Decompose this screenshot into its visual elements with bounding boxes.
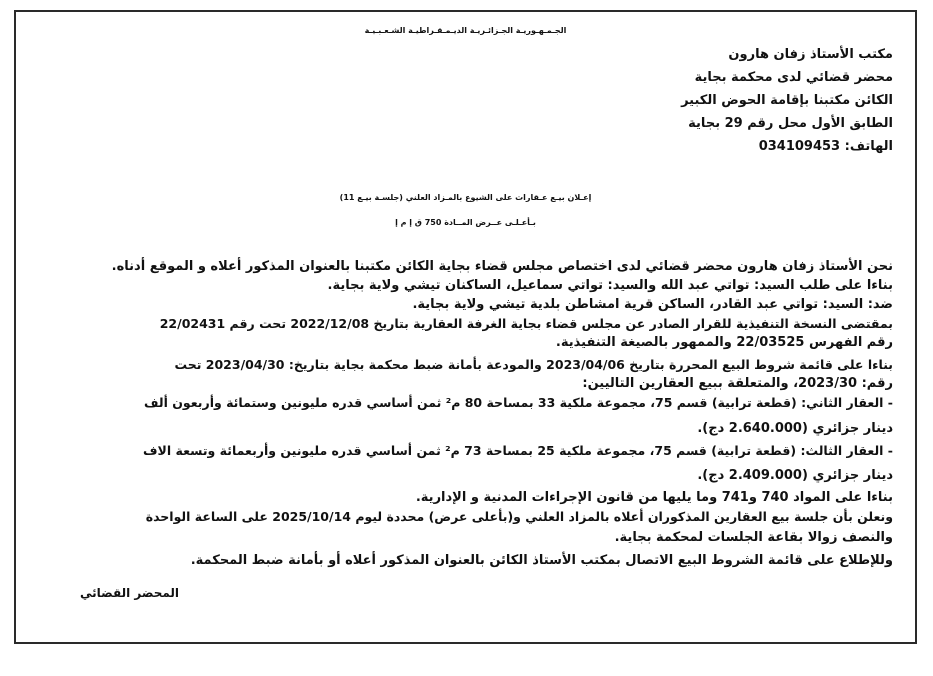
body-line: - العقار الثالث: (قطعة ترابية) قسم 75، مجموعة ملكية 25 بمساحة 73 م² ثمن أساسي قدره مليونين وأربعمائة وتسعة الاف xyxy=(143,443,893,458)
body-line: رقم الفهرس 22/03525 والممهور بالصيغة التنفيذية. xyxy=(555,335,893,350)
office-line-phone: الهاتف: 034109453 xyxy=(758,139,893,154)
republic-title: الجـمـهـوريـة الجـزائـريـة الديـمـقـراطيـة الشـعـبـيـة xyxy=(364,26,567,35)
office-line-address: الكائن مكتبنا بإقامة الحوض الكبير xyxy=(681,93,893,108)
body-line: - العقار الثاني: (قطعة ترابية) قسم 75، مجموعة ملكية 33 بمساحة 80 م² ثمن أساسي قدره مليونين وستمائة وأربعون ألف xyxy=(144,395,893,410)
body-line: ونعلن بأن جلسة بيع العقارين المذكوران أعلاه بالمزاد العلني و(بأعلى عرض) محددة ليوم 2025/10/14 على الساعة الواحدة xyxy=(145,509,893,524)
body-line: ضد: السيد: تواتي عبد القادر، الساكن قرية امشاطن بلدية تيشي ولاية بجاية. xyxy=(412,297,893,312)
body-line: دينار جزائري (2.409.000 دج). xyxy=(697,468,893,483)
body-line: بناءا على قائمة شروط البيع المحررة بتاريخ 2023/04/06 والمودعة بأمانة ضبط محكمة بجاية بتاريخ: 2023/04/30 تحت xyxy=(174,357,893,372)
body-line: دينار جزائري (2.640.000 دج). xyxy=(697,421,893,436)
body-line: رقم: 2023/30، والمتعلقة ببيع العقارين التاليين: xyxy=(582,376,893,391)
notice-frame xyxy=(14,10,917,644)
body-line: والنصف زوالا بقاعة الجلسات لمحكمة بجاية. xyxy=(614,530,893,545)
office-line-floor: الطابق الأول محل رقم 29 بجاية xyxy=(688,116,893,131)
body-line: نحن الأستاذ زفان هارون محضر قضائي لدى اختصاص مجلس قضاء بجاية الكائن مكتبنا بالعنوان المذكور أعلاه و الموقع أدناه. xyxy=(111,259,893,274)
body-line: بناءا على طلب السيد: تواتي عبد الله والسيد: تواتي سماعيل، الساكنان تيشي ولاية بجاية. xyxy=(327,278,893,293)
office-line-name: مكتب الأستاذ زفان هارون xyxy=(728,47,893,62)
body-line: بناءا على المواد 740 و741 وما يليها من قانون الإجراءات المدنية و الإدارية. xyxy=(415,490,893,505)
body-line: بمقتضى النسخة التنفيذية للقرار الصادر عن مجلس قضاء بجاية الغرفة العقارية بتاريخ 2022/12/08 تحت رقم 22/02431 xyxy=(159,316,893,331)
body-line: وللإطلاع على قائمة الشروط البيع الاتصال بمكتب الأستاذ الكائن بالعنوان المذكور أعلاه أو بأمانة ضبط المحكمة. xyxy=(190,553,893,568)
announcement-subtitle: بـأعـلـى عــرض المــادة 750 ق إ م إ xyxy=(395,218,536,227)
office-line-role: محضر قضائي لدى محكمة بجاية xyxy=(694,70,893,85)
announcement-title: إعـلان بيـع عـقارات على الشيوع بالمـزاد العلني (جلسـة بيـع 11) xyxy=(339,193,592,202)
signature-label: المحضر القضائي xyxy=(80,586,180,600)
